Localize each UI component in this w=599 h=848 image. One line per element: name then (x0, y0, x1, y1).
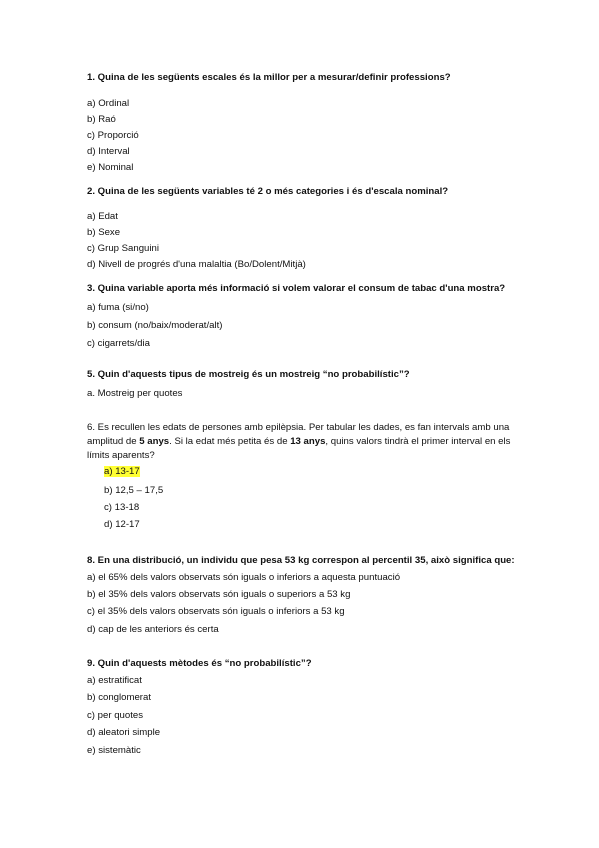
question-5-title: 5. Quin d'aquests tipus de mostreig és un mostreig “no probabilístic”? (87, 369, 410, 380)
question-6-amplitude: 5 anys (139, 436, 170, 448)
question-2-option-b: b) Sexe (87, 227, 121, 238)
question-8-percentile: 35 (414, 555, 426, 566)
question-8-option-b: b) el 35% dels valors observats són iguals o superiors a 53 kg (87, 589, 351, 600)
question-8-option-a: a) el 65% dels valors observats són iguals o inferiors a aquesta puntuació (87, 572, 401, 583)
question-5-option-a: a. Mostreig per quotes (87, 388, 183, 399)
question-6-title-part-1: 6. Es recullen les edats de persones amb epilèpsia. Per tabular les dades, es fan intervals amb una amplitud de (87, 422, 510, 448)
question-8-weight: 53 kg (284, 555, 310, 566)
question-9-option-e: e) sistemàtic (87, 745, 141, 756)
question-8-option-c: c) el 35% dels valors observats són iguals o inferiors a 53 kg (87, 606, 345, 617)
question-1-option-a: a) Ordinal (87, 98, 130, 109)
question-9-option-b: b) conglomerat (87, 692, 151, 703)
question-6-min-age: 13 anys (290, 436, 326, 448)
question-9-option-c: c) per quotes (87, 710, 143, 721)
question-8-option-d: d) cap de les anteriors és certa (87, 624, 219, 635)
question-2-option-d: d) Nivell de progrés d'una malaltia (Bo/Dolent/Mitjà) (87, 259, 306, 270)
question-1-title: 1. Quina de les següents escales és la millor per a mesurar/definir professions? (87, 72, 451, 83)
question-1-option-c: c) Proporció (87, 130, 139, 141)
question-3-option-b: b) consum (no/baix/moderat/alt) (87, 320, 223, 331)
question-3-option-c: c) cigarrets/dia (87, 338, 150, 349)
question-3-option-a: a) fuma (si/no) (87, 302, 149, 313)
question-8-title: 8. En una distribució, un individu que pesa 53 kg correspon al percentil 35, això significa que: (87, 555, 515, 566)
question-9-option-d: d) aleatori simple (87, 727, 161, 738)
question-2-option-a: a) Edat (87, 211, 118, 222)
question-6-title (87, 421, 517, 464)
highlighted-answer: a) 13-17 (104, 466, 140, 477)
question-6-option-b: b) 12,5 – 17,5 (104, 485, 164, 496)
question-6-option-c: c) 13-18 (104, 502, 140, 513)
question-2-option-c: c) Grup Sanguini (87, 243, 159, 254)
question-6-option-d: d) 12-17 (104, 519, 140, 530)
question-9-option-a: a) estratificat (87, 675, 142, 686)
question-6-option-a (104, 466, 140, 477)
question-1-option-d: d) Interval (87, 146, 130, 157)
question-2-title: 2. Quina de les següents variables té 2 o més categories i és d'escala nominal? (87, 186, 449, 197)
question-1-option-e: e) Nominal (87, 162, 134, 173)
question-9-title: 9. Quin d'aquests mètodes és “no probabilístic”? (87, 658, 312, 669)
question-3-title: 3. Quina variable aporta més informació si volem valorar el consum de tabac d'una mostra? (87, 283, 506, 294)
question-6-title-part-3: . Si la edat més petita és de (169, 436, 291, 448)
question-6-title-part-5: , quins valors tindrà el primer interval en els límits aparents? (87, 436, 511, 462)
question-1-option-b: b) Raó (87, 114, 116, 125)
